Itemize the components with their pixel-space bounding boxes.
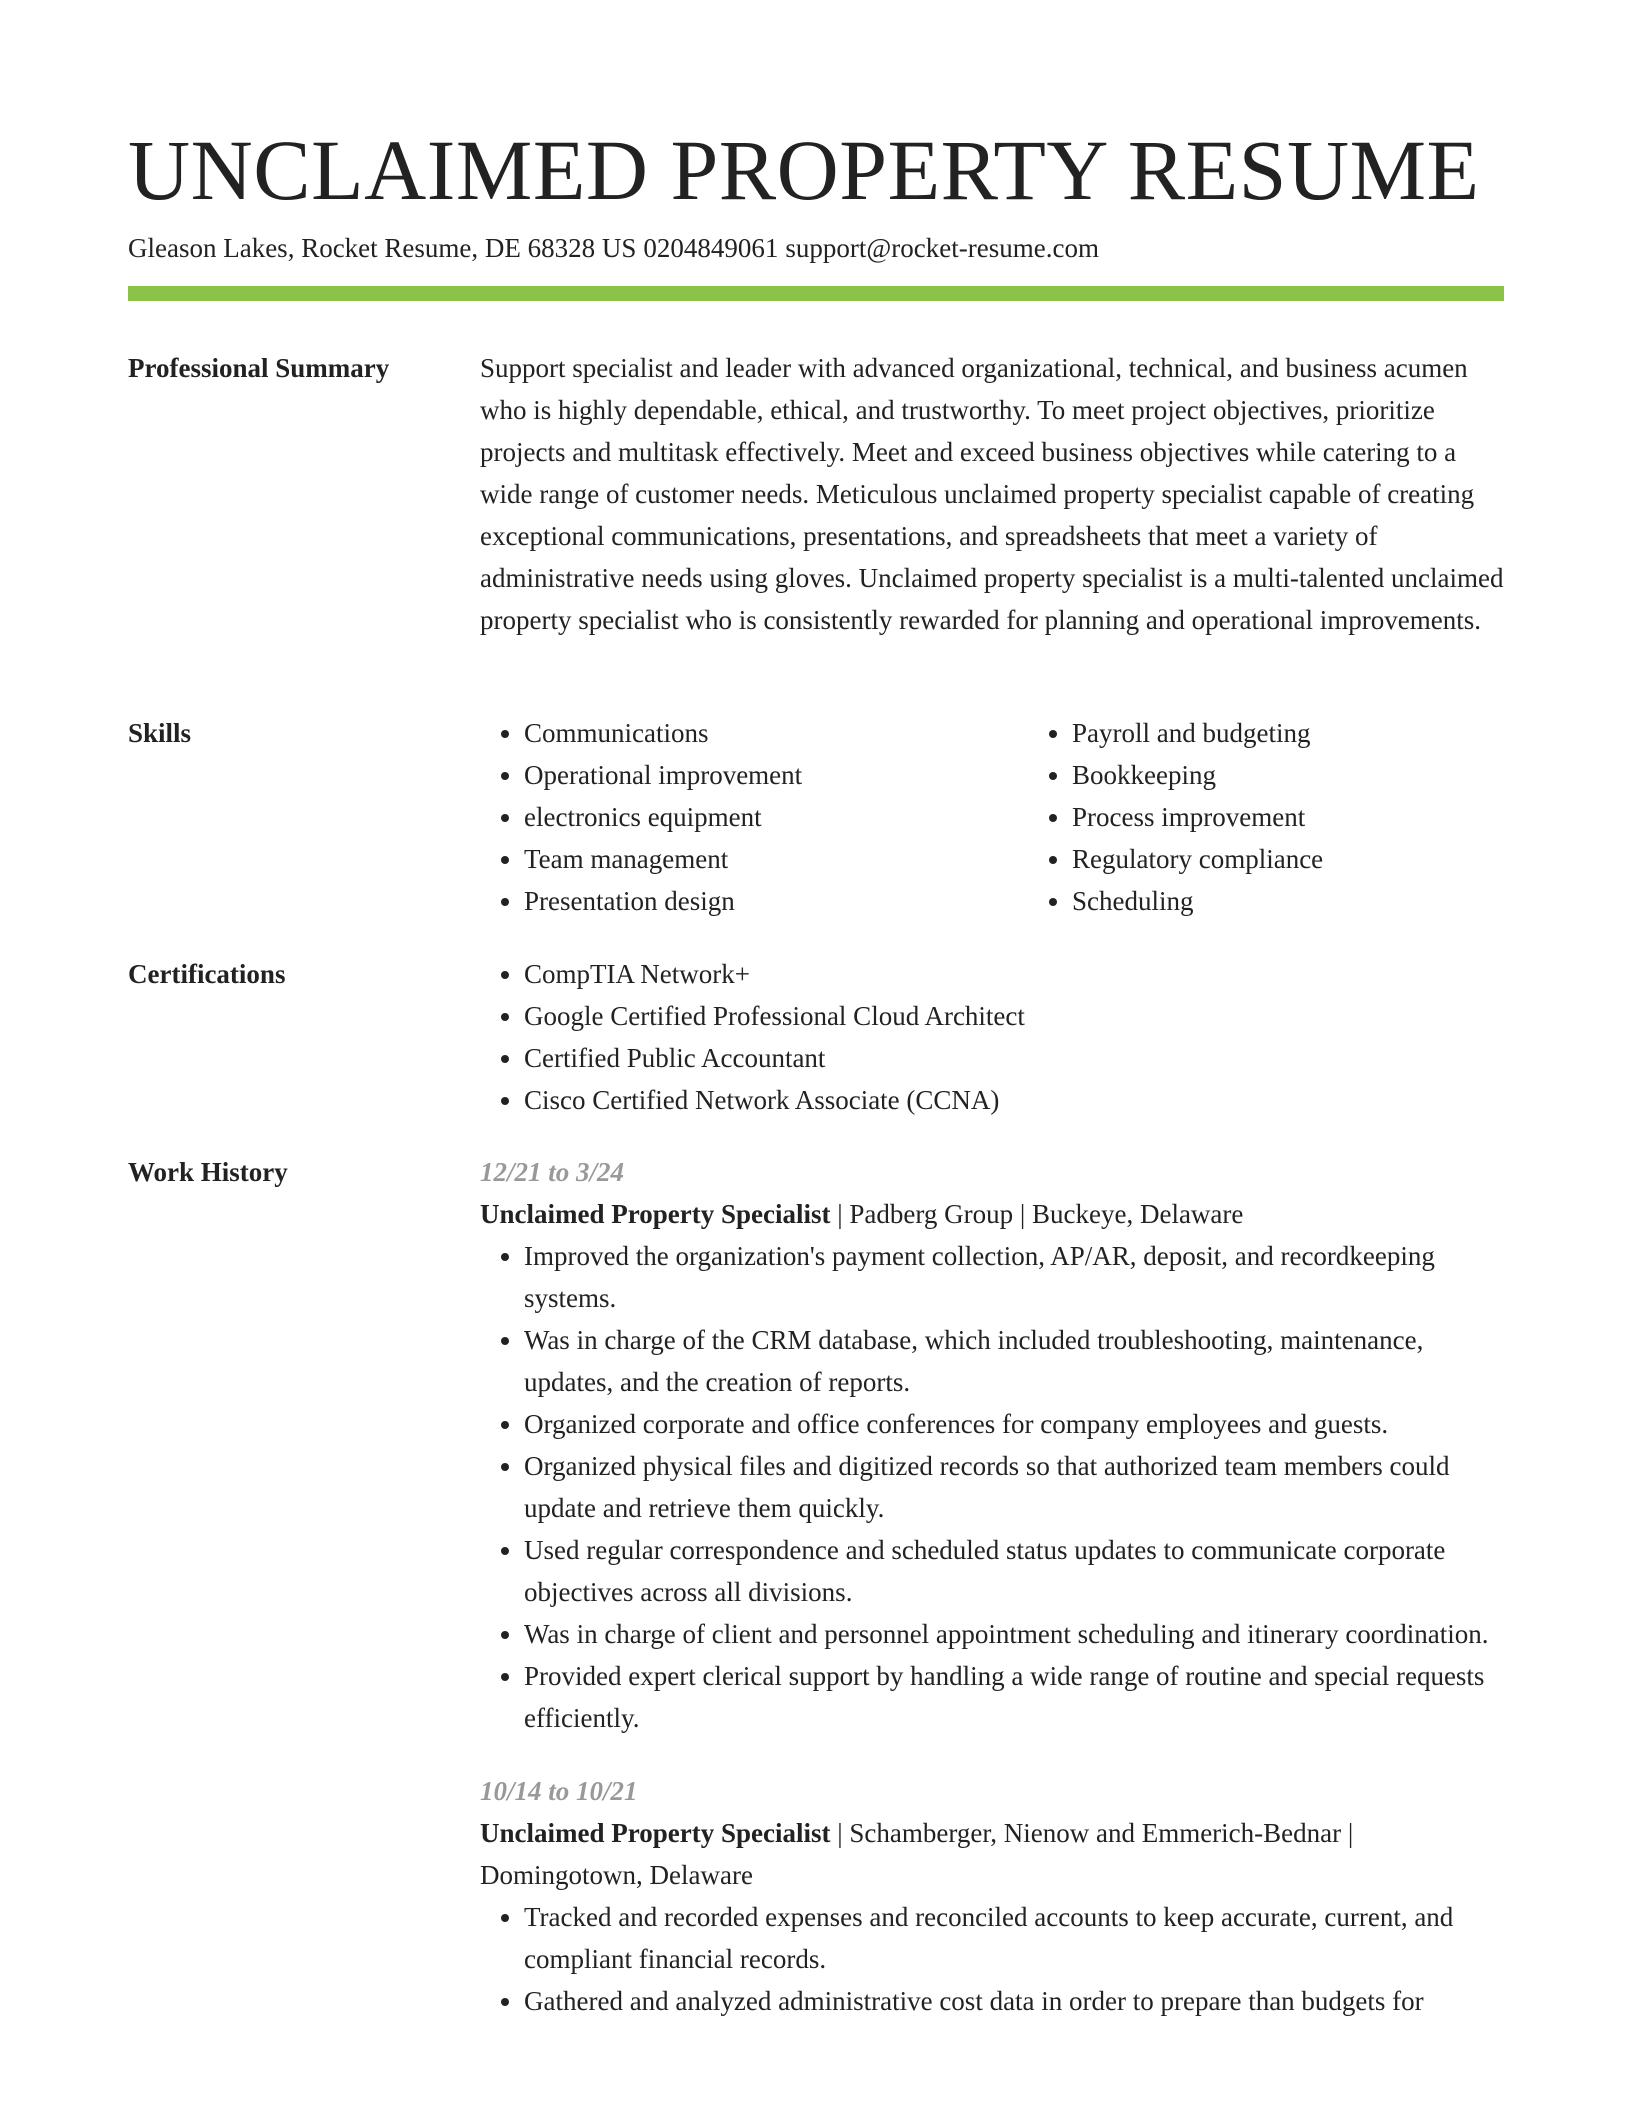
certification-item: • Cisco Certified Network Associate (CCNA) (524, 1079, 1504, 1121)
resume-title: UNCLAIMED PROPERTY RESUME (128, 122, 1480, 218)
job-entry (480, 1151, 1504, 1739)
skill-item: • Communications (524, 712, 1028, 754)
skill-item: • electronics equipment (524, 796, 1028, 838)
skill-item: • Team management (524, 838, 1028, 880)
certification-item: • Certified Public Accountant (524, 1037, 1504, 1079)
job-details: | Schamberger, Nienow and Emmerich-Bednar | Domingotown, Delaware (480, 1818, 1354, 1890)
skill-item: • Operational improvement (524, 754, 1028, 796)
job-bullet: • Improved the organization's payment collection, AP/AR, deposit, and recordkeeping systems. (524, 1235, 1504, 1319)
skills-list-right (1028, 712, 1576, 922)
job-title: Unclaimed Property Specialist (480, 1818, 831, 1848)
accent-divider (128, 286, 1504, 301)
certifications-body (480, 953, 1504, 1121)
skill-item: • Payroll and budgeting (1072, 712, 1576, 754)
contact-line (128, 230, 1099, 266)
work-history-body (480, 1151, 1504, 2022)
job-bullet: • Tracked and recorded expenses and reconciled accounts to keep accurate, current, and compliant financial records. (524, 1896, 1504, 1980)
skill-item: • Scheduling (1072, 880, 1576, 922)
certification-item: • Google Certified Professional Cloud Architect (524, 995, 1504, 1037)
job-dates: 12/21 to 3/24 (480, 1157, 625, 1187)
job-bullet: • Organized corporate and office conferences for company employees and guests. (524, 1403, 1504, 1445)
skill-item: • Regulatory compliance (1072, 838, 1576, 880)
job-bullet: • Organized physical files and digitized records so that authorized team members could update and retrieve them quickly. (524, 1445, 1504, 1529)
skills-list-left (480, 712, 1028, 922)
summary-body (480, 347, 1504, 641)
skill-item: • Presentation design (524, 880, 1028, 922)
skills-columns (480, 712, 1504, 922)
skill-item: • Bookkeeping (1072, 754, 1576, 796)
job-bullet: • Used regular correspondence and scheduled status updates to communicate corporate objectives across all divisions. (524, 1529, 1504, 1613)
job-details: | Padberg Group | Buckeye, Delaware (830, 1199, 1244, 1229)
work-history-heading: Work History (128, 1157, 288, 1187)
job-bullets (480, 1896, 1504, 2022)
job-heading (480, 1812, 1504, 1896)
job-bullet: • Was in charge of client and personnel appointment scheduling and itinerary coordination. (524, 1613, 1504, 1655)
certification-item: • CompTIA Network+ (524, 953, 1504, 995)
skill-item: • Process improvement (1072, 796, 1576, 838)
job-bullet: • Gathered and analyzed administrative cost data in order to prepare than budgets for (524, 1980, 1504, 2022)
contact-address: Gleason Lakes, Rocket Resume, DE 68328 US (128, 233, 637, 263)
skills-heading: Skills (128, 718, 192, 748)
job-bullets (480, 1235, 1504, 1739)
skills-body (480, 712, 1504, 922)
job-bullet: • Was in charge of the CRM database, which included troubleshooting, maintenance, updates, and the creation of reports. (524, 1319, 1504, 1403)
certifications-list (480, 953, 1504, 1121)
summary-text: Support specialist and leader with advanced organizational, technical, and business acumen who is highly dependable, ethical, and trustworthy. To meet project objectives, prioritize projects and multitask effectively. Meet and exceed business objectives while catering to a wide range of customer needs. Meticulous unclaimed property specialist capable of creating exceptional communications, presentations, and spreadsheets that meet a variety of administrative needs using gloves. Unclaimed property specialist is a multi-talented unclaimed property specialist who is consistently rewarded for planning and operational improvements. (480, 353, 1504, 635)
contact-email: support@rocket-resume.com (785, 233, 1099, 263)
job-entry (480, 1770, 1504, 2022)
job-heading (480, 1193, 1504, 1235)
job-bullet: • Provided expert clerical support by handling a wide range of routine and special requests efficiently. (524, 1655, 1504, 1739)
job-title: Unclaimed Property Specialist (480, 1199, 831, 1229)
job-dates: 10/14 to 10/21 (480, 1776, 638, 1806)
contact-phone: 0204849061 (643, 233, 779, 263)
certifications-heading: Certifications (128, 959, 286, 989)
summary-heading: Professional Summary (128, 353, 390, 383)
